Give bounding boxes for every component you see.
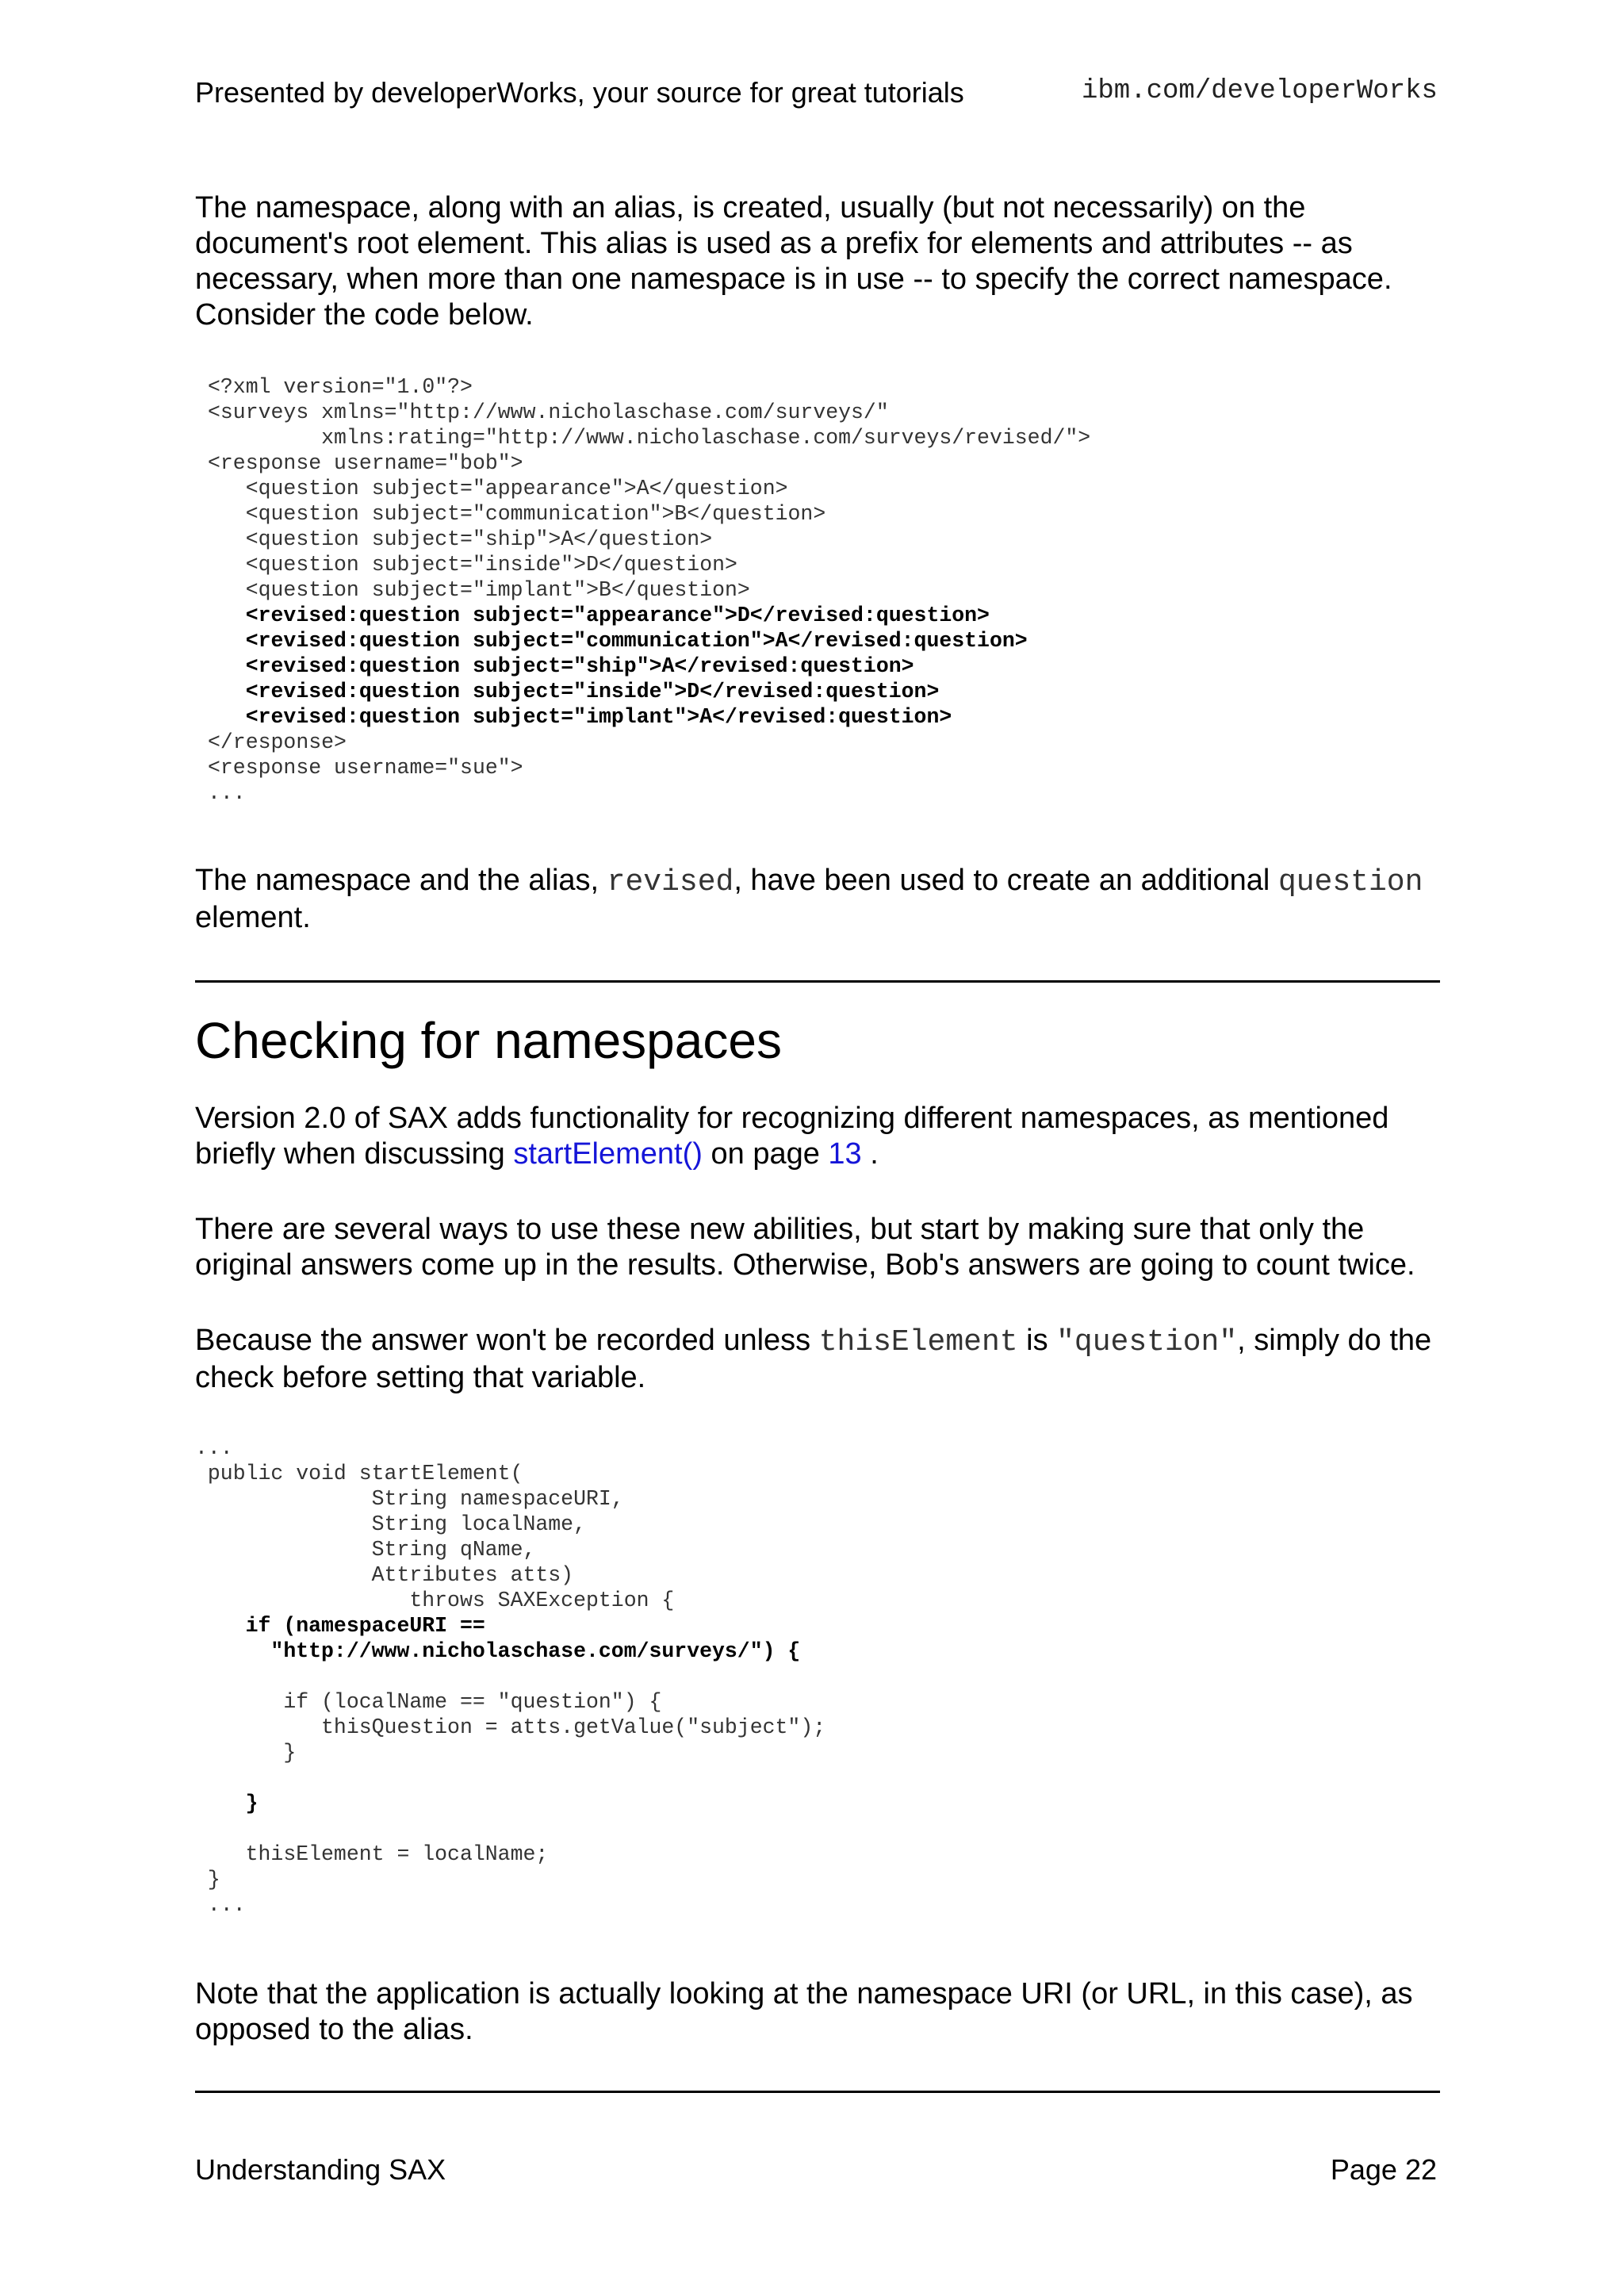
check-text-middle: is: [1017, 1324, 1057, 1357]
alias-text-before: The namespace and the alias,: [195, 864, 607, 897]
version-text-before: Version 2.0 of SAX adds functionality for recognizing different namespaces, as mentioned briefly when discussing: [195, 1102, 1389, 1171]
inline-code-revised: revised: [607, 865, 734, 899]
java-code-assignment: thisElement = localName; } ...: [207, 1842, 549, 1917]
xml-code-revised-lines: <revised:question subject="appearance">D</revised:question> <revised:question subject="communication">A</revised:question> <revised:question subject="ship">A</revised:question> <revised:question subject="inside">D</revised:question> <revised:question subject="implant">A</revised:question>: [245, 604, 1028, 729]
alias-paragraph: [195, 863, 1440, 936]
sax-version-paragraph: [195, 1101, 1440, 1172]
check-text-before: Because the answer won't be recorded unless: [195, 1324, 819, 1357]
footer-divider: [195, 2091, 1440, 2093]
check-paragraph: [195, 1323, 1440, 1396]
alias-text-after: element.: [195, 901, 311, 934]
header-title: Presented by developerWorks, your source for great tutorials: [195, 76, 964, 109]
intro-paragraph: The namespace, along with an alias, is created, usually (but not necessarily) on the document's root element. This alias is used as a prefix for elements and attributes -- as necessary, when more than one namespace is in use -- to specify the correct namespace. Consider the code below.: [195, 191, 1392, 332]
footer-title: Understanding SAX: [195, 2153, 446, 2186]
xml-code-closing-lines: </response> <response username="sue"> ...: [208, 730, 523, 805]
header-site: ibm.com/developerWorks: [1082, 76, 1438, 106]
start-element-link[interactable]: startElement(): [513, 1137, 703, 1171]
version-text-after: .: [861, 1137, 879, 1171]
java-code-block: [195, 1435, 825, 1918]
page-13-link[interactable]: 13: [828, 1137, 862, 1171]
version-text-middle: on page: [702, 1137, 829, 1171]
alias-text-middle: , have been used to create an additional: [733, 864, 1278, 897]
java-code-signature: ... public void startElement( String namespaceURI, String localName, String qName, Attributes atts) throws SAXException {: [195, 1436, 675, 1612]
xml-code-lines: <?xml version="1.0"?> <surveys xmlns="http://www.nicholaschase.com/surveys/" xmlns:rating="http://www.nicholaschase.com/surveys/revised/"> <response username="bob"> <question subject="appearance">A</question> <question subject="communication">B</question> <question subject="ship">A</question> <question subject="inside">D</question> <question subject="implant">B</question>: [208, 375, 1091, 602]
java-code-namespace-check: if (namespaceURI == "http://www.nicholaschase.com/surveys/") {: [245, 1614, 801, 1663]
closing-paragraph: Note that the application is actually looking at the namespace URI (or URL, in this case), as opposed to the alias.: [195, 1977, 1413, 2046]
java-code-closing-brace: }: [195, 1792, 259, 1815]
inline-code-question: question: [1277, 865, 1423, 899]
section-title: Checking for namespaces: [195, 1012, 782, 1069]
check-text-after: , simply do the check before setting that variable.: [195, 1324, 1432, 1394]
section-divider: [195, 980, 1440, 983]
page-number: Page 22: [1330, 2153, 1437, 2186]
inline-code-this-element: thisElement: [818, 1325, 1018, 1359]
java-code-question-check: if (localName == "question") { thisQuestion = atts.getValue("subject"); }: [283, 1690, 826, 1765]
inline-code-question-string: "question": [1056, 1325, 1238, 1359]
xml-code-block: [208, 374, 1090, 806]
abilities-paragraph: There are several ways to use these new abilities, but start by making sure that only the original answers come up in the results. Otherwise, Bob's answers are going to count twice.: [195, 1213, 1415, 1282]
